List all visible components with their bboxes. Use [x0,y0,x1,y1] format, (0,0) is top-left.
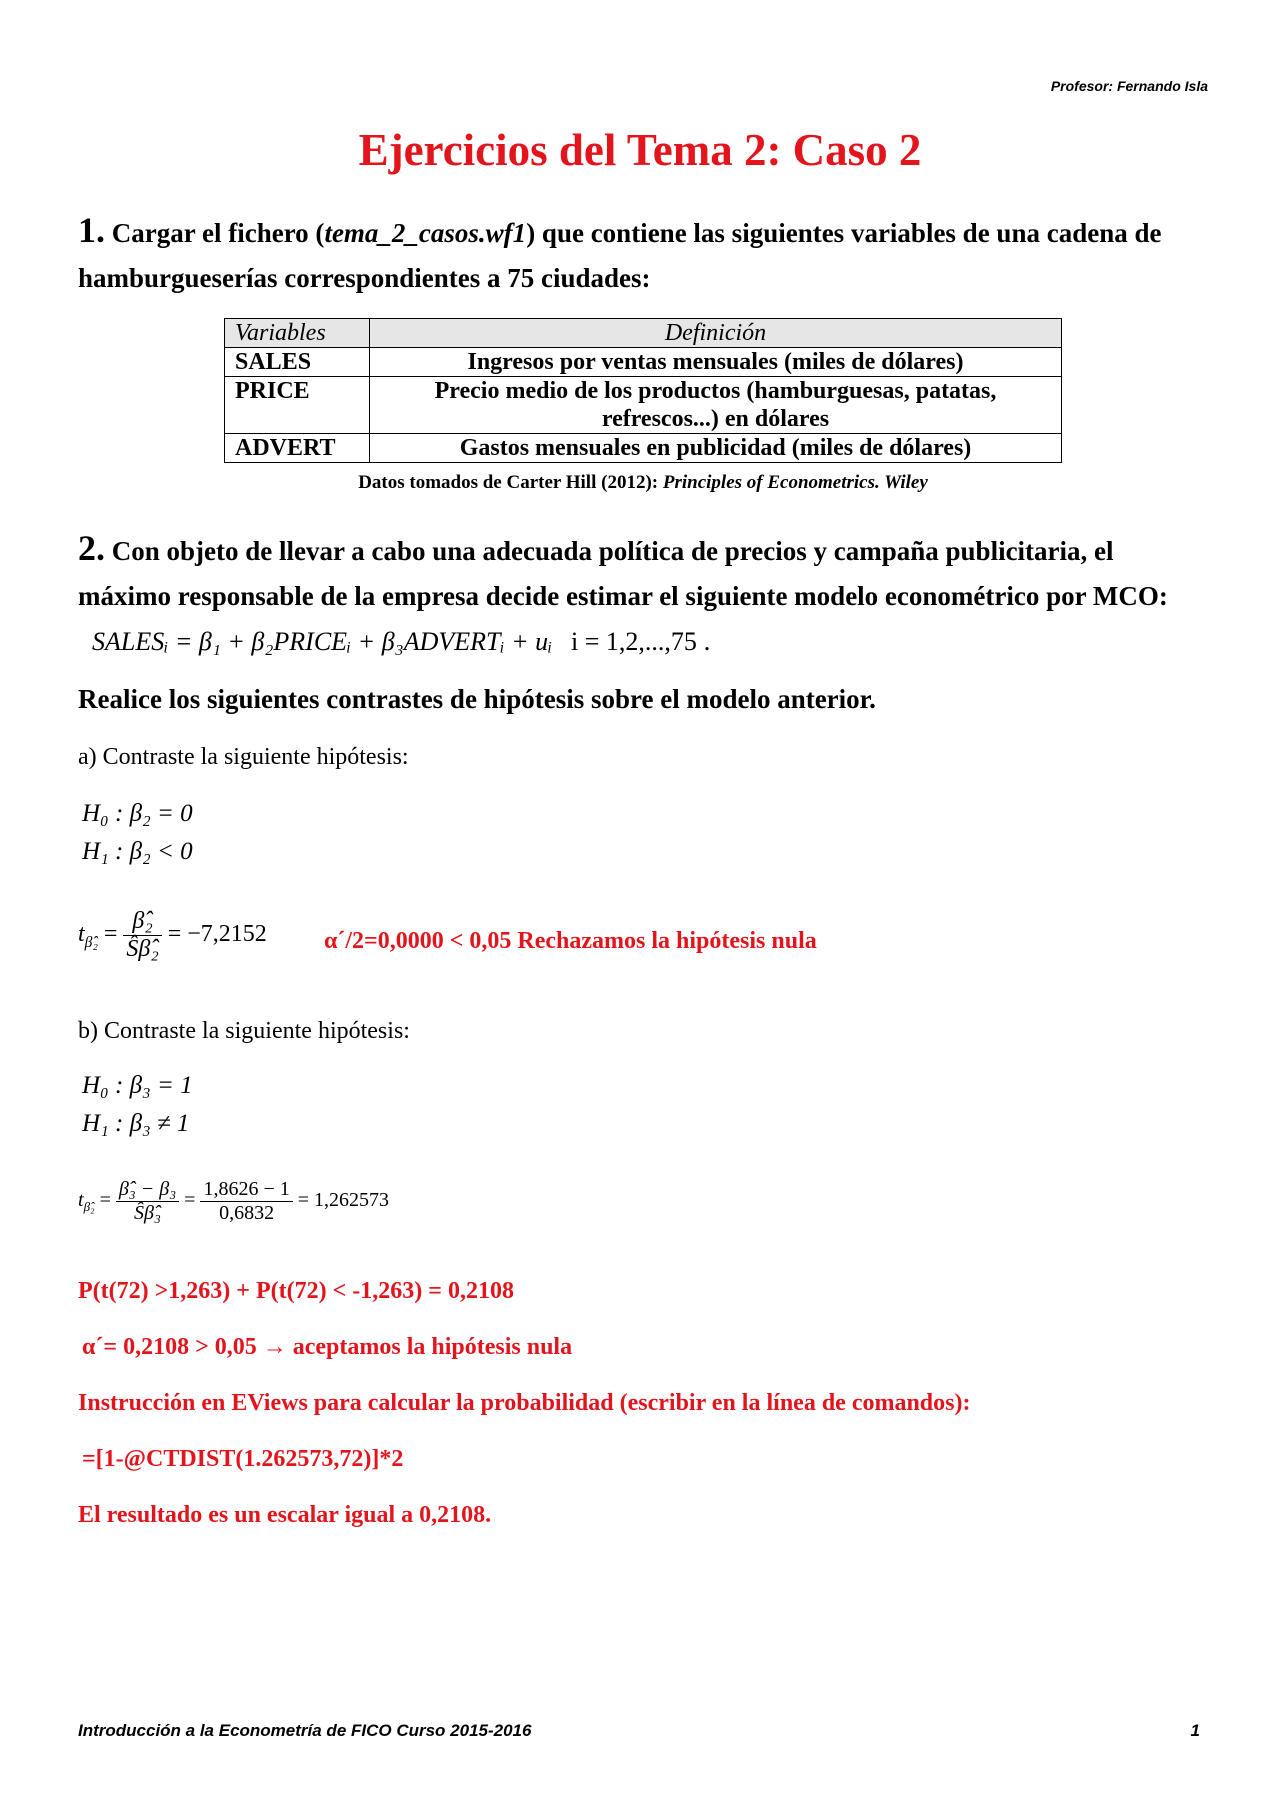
part-b-h0: H₀ : β₃ = 1 [82,1072,193,1099]
table-cell-definition: Precio medio de los productos (hamburguesas, patatas, refrescos...) en dólares [370,377,1062,434]
table-source-title: Principles of Econometrics. Wiley [662,472,928,493]
table-row [225,434,1062,463]
t-symbol: $t_{\betâ_2}$ [78,921,98,951]
table-cell-definition: Gastos mensuales en publicidad (miles de dólares) [370,434,1062,463]
table-header-variables: Variables [225,319,370,348]
exercise-1-filename: tema_2_casos.wf1 [324,218,527,248]
fraction-denominator: Ŝβ̂₃ [134,1202,161,1224]
table-source [224,472,1062,494]
t-fraction-numeric [200,1178,292,1225]
instruction-text: Realice los siguientes contrastes de hipótesis sobre el modelo anterior. [78,684,876,714]
table-source-prefix: Datos tomados de Carter Hill (2012): [358,472,663,493]
fraction-numerator: 1,8626 − 1 [200,1178,292,1202]
exercise-1 [78,208,1208,301]
model-end: . [703,626,711,656]
part-a-h0: H₀ : β₂ = 0 [82,800,193,827]
professor-label: Profesor: Fernando Isla [1050,78,1208,94]
part-b-h1: H₁ : β₃ ≠ 1 [82,1110,190,1137]
exercise-1-text-after: ) que contiene las siguientes variables de una cadena de hamburgueserías correspondientes a 75 ciudades: [78,218,1162,293]
exercise-2 [78,526,1208,664]
exercise-2-number: 2. [78,528,105,568]
table-cell-definition: Ingresos por ventas mensuales (miles de dólares) [370,348,1062,377]
part-b-t-statistic: $t_{\betâ_2}$ = $\frac{\text{β̂₃ − β₃}}{\text{Ŝβ̂₃}}$ = $\frac{1,8626 - 1}{0,6832}$ = 1,262573 [78,1178,390,1224]
page-title: Ejercicios del Tema 2: Caso 2 [358,125,922,175]
model-equation: SALESᵢ = β₁ + β₂PRICEᵢ + β₃ADVERTᵢ + uᵢ [92,627,553,656]
exercise-1-number: 1. [78,210,105,250]
table-cell-name: ADVERT [225,434,370,463]
fraction-denominator: 0,6832 [219,1202,275,1224]
page-number: 1 [1190,1721,1200,1740]
part-a-t-statistic: $t_{\betâ_2}$ = $\frac{\text{β̂₂}}{\text{Ŝβ̂₂}}$ = −7,2152 [78,908,267,962]
table-header-row [225,319,1062,348]
fraction-numerator: β̂₃ − β₃ [116,1178,179,1202]
exercise-2-text: Con objeto de llevar a cabo una adecuada política de precios y campaña publicitaria, el máximo responsable de la empresa decide estimar el siguiente modelo econométrico por MCO: [78,536,1168,611]
eviews-command: =[1-@CTDIST(1.262573,72)]*2 [82,1446,404,1472]
eviews-result: El resultado es un escalar igual a 0,2108. [78,1502,492,1528]
table-header-definition: Definición [370,319,1062,348]
part-b-probability: P(t(72) >1,263) + P(t(72) < -1,263) = 0,2108 [78,1278,514,1304]
part-b-label: b) Contraste la siguiente hipótesis: [78,1018,410,1044]
part-a-conclusion: α´/2=0,0000 < 0,05 Rechazamos la hipótesis nula [324,928,817,954]
table-row [225,348,1062,377]
variables-table [224,318,1062,463]
table-cell-name: PRICE [225,377,370,434]
t-fraction-symbolic [116,1178,179,1225]
table-row [225,377,1062,434]
table-cell-name: SALES [225,348,370,377]
t-result: = −7,2152 [167,921,267,948]
part-a-h1: H₁ : β₂ < 0 [82,838,193,865]
model-index: i = 1,2,...,75 [570,627,697,656]
t-result: = 1,262573 [297,1189,390,1212]
part-b-alpha: α´= 0,2108 > 0,05 → aceptamos la hipótesis nula [82,1334,573,1360]
fraction-numerator: β̂₂ [123,908,161,936]
exercise-1-text-before: Cargar el fichero ( [105,218,325,248]
part-a-label: a) Contraste la siguiente hipótesis: [78,744,409,770]
t-fraction [123,908,161,963]
t-symbol: $t_{\betâ_2}$ [78,1189,95,1215]
fraction-denominator: Ŝβ̂₂ [126,936,159,962]
eviews-intro: Instrucción en EViews para calcular la probabilidad (escribir en la línea de comandos): [78,1390,971,1416]
footer-course: Introducción a la Econometría de FICO Curso 2015-2016 [78,1721,532,1740]
